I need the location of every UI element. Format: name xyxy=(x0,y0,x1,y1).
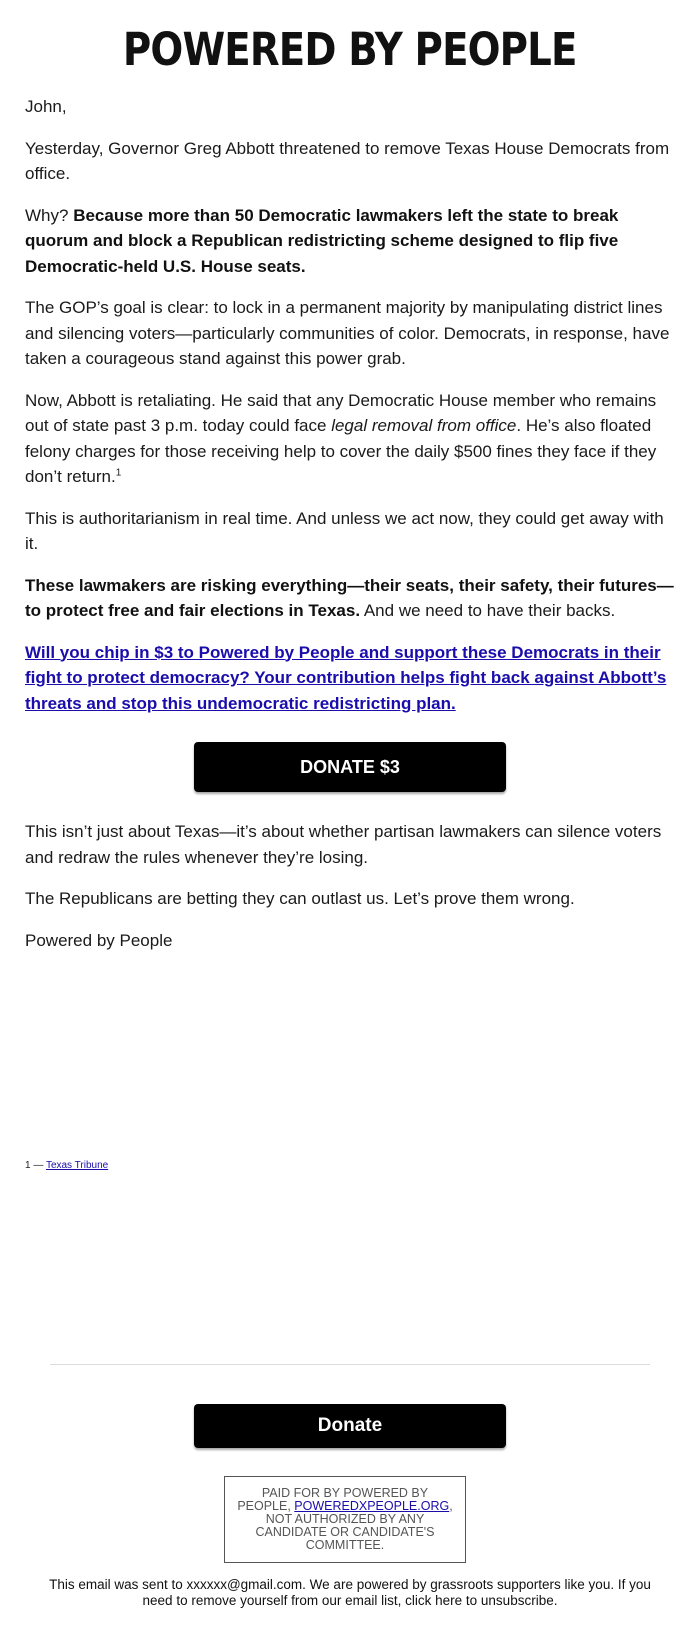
cta-link[interactable]: Will you chip in $3 to Powered by People and support these Democrats in their fight to protect democracy? Your contribution helps fight back against Abbott’s threats and stop this undemocratic redistricting plan. xyxy=(25,642,667,713)
paragraph-3: The GOP’s goal is clear: to lock in a permanent majority by manipulating district lines and silencing voters—particularly communities of color. Democrats, in response, have taken a courageous stand against this power grab. xyxy=(25,298,670,368)
logo: POWERED BY PEOPLE xyxy=(123,23,577,76)
paragraph-5: This is authoritarianism in real time. And unless we act now, they could get away with it. xyxy=(25,508,664,553)
signature: Powered by People xyxy=(25,930,173,950)
footnote xyxy=(25,1160,108,1171)
paragraph-6-rest: And we need to have their backs. xyxy=(360,601,616,620)
website-link[interactable]: POWEREDXPEOPLE.ORG xyxy=(294,1499,450,1513)
paragraph-6 xyxy=(25,573,675,624)
paragraph-1: Yesterday, Governor Greg Abbott threatened to remove Texas House Democrats from office. xyxy=(25,138,670,183)
paid-for-text-b: , NOT AUTHORIZED BY ANY CANDIDATE OR CANDIDATE'S COMMITTEE. xyxy=(255,1499,453,1552)
donate-3-button[interactable]: DONATE $3 xyxy=(194,742,506,792)
footnote-link[interactable]: Texas Tribune xyxy=(45,1160,109,1171)
email-body xyxy=(0,94,700,953)
paragraph-2-bold: Because more than 50 Democratic lawmakers left the state to break quorum and block a Republican redistricting scheme designed to flip five Democratic-held U.S. House seats. xyxy=(25,205,619,276)
paid-for-text-a: PAID FOR BY POWERED BY PEOPLE, xyxy=(237,1486,429,1513)
footnote-prefix: 1 — xyxy=(25,1160,46,1171)
email-header xyxy=(0,0,700,82)
paragraph-2-lead: Why? xyxy=(25,205,74,225)
cta-paragraph xyxy=(25,640,675,717)
unsubscribe-notice: This email was sent to xxxxxx@gmail.com. We are powered by grassroots supporters like you. If you need to remove yourself from our email list, click here to unsubscribe. xyxy=(49,1577,651,1608)
paragraph-7: This isn’t just about Texas—it’s about whether partisan lawmakers can silence voters and redraw the rules whenever they’re losing. xyxy=(25,822,662,867)
paid-for-disclaimer xyxy=(224,1476,466,1563)
donate-button-wrap xyxy=(25,742,675,792)
footer-divider xyxy=(50,1364,650,1365)
footer-donate-button[interactable]: Donate xyxy=(194,1404,506,1448)
paragraph-4-text-b: . He’s also floated felony charges for those receiving help to cover the daily $500 fines they face if they don’t return. xyxy=(25,416,657,486)
paragraph-4 xyxy=(25,388,675,490)
footnote-ref[interactable]: 1 xyxy=(115,467,122,479)
paragraph-2 xyxy=(25,203,675,280)
paragraph-4-italic: legal removal from office xyxy=(331,416,517,435)
paragraph-6-bold: These lawmakers are risking everything—their seats, their safety, their futures—to protect free and fair elections in Texas. xyxy=(25,575,674,620)
paragraph-8: The Republicans are betting they can outlast us. Let’s prove them wrong. xyxy=(25,889,575,908)
paragraph-4-text-a: Now, Abbott is retaliating. He said that any Democratic House member who remains out of state past 3 p.m. today could face xyxy=(25,390,657,435)
greeting: John, xyxy=(25,97,67,116)
